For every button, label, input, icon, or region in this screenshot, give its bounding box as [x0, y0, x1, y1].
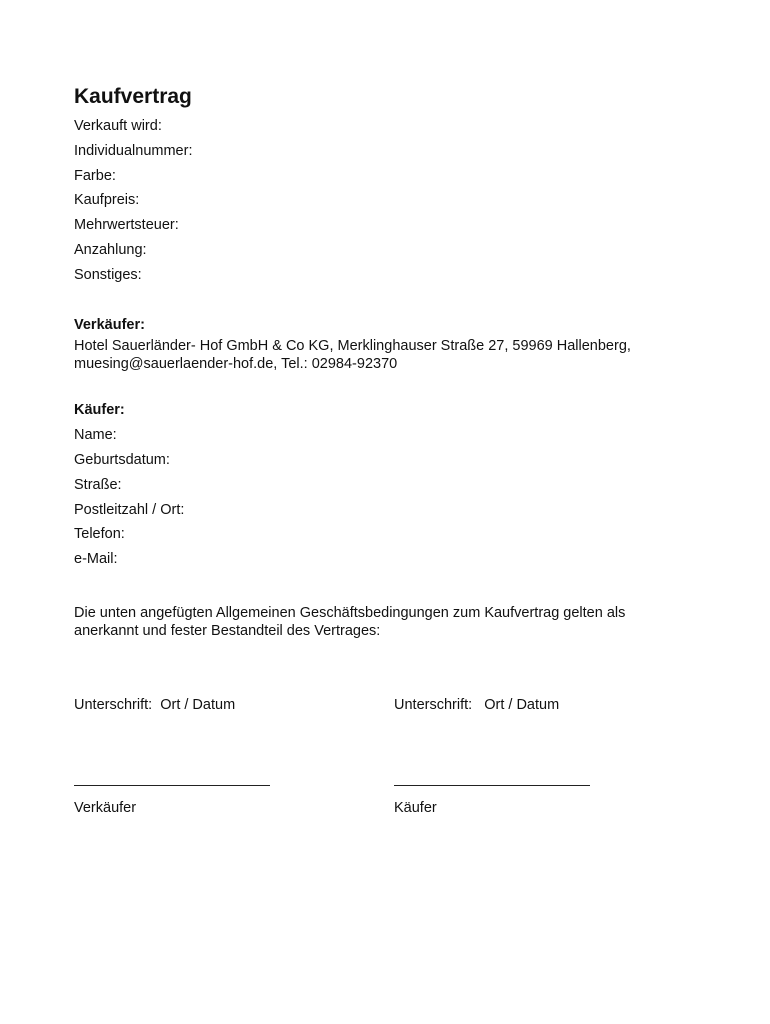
- field-verkauft-wird: Verkauft wird:: [74, 118, 162, 134]
- seller-heading: Verkäufer:: [74, 316, 145, 333]
- document-title: Kaufvertrag: [74, 85, 192, 108]
- seller-signature-line: [74, 784, 270, 786]
- seller-section: [74, 313, 694, 374]
- field-individualnummer: Individualnummer:: [74, 142, 193, 159]
- field-geburtsdatum: Geburtsdatum:: [74, 451, 170, 468]
- seller-signature-area: [74, 772, 394, 792]
- seller-signature-label: Unterschrift: Ort / Datum: [74, 696, 236, 713]
- seller-role: Verkäufer: [74, 799, 137, 816]
- buyer-signature-line: [394, 784, 590, 786]
- spacer: [74, 373, 694, 398]
- contract-page: [74, 84, 694, 818]
- spacer: [74, 640, 694, 695]
- terms-line-2: anerkannt und fester Bestandteil des Vertrages:: [74, 622, 381, 639]
- field-email: e-Mail:: [74, 551, 118, 568]
- spacer: [74, 572, 694, 604]
- buyer-role: Käufer: [394, 799, 437, 816]
- seller-address-line-1: Hotel Sauerländer- Hof GmbH & Co KG, Merklinghauser Straße 27, 59969 Hallenberg,: [74, 338, 631, 355]
- signature-labels-row: [74, 695, 694, 715]
- field-anzahlung: Anzahlung:: [74, 241, 147, 258]
- field-strasse: Straße:: [74, 476, 122, 493]
- spacer: [74, 288, 694, 313]
- field-telefon: Telefon:: [74, 526, 125, 543]
- seller-address-line-2: muesing@sauerlaender-hof.de, Tel.: 02984-92370: [74, 356, 398, 373]
- terms-line-1: Die unten angefügten Allgemeinen Geschäftsbedingungen zum Kaufvertrag gelten als: [74, 604, 626, 621]
- field-postleitzahl-ort: Postleitzahl / Ort:: [74, 501, 185, 518]
- item-fields: [74, 114, 694, 288]
- signature-lines-row: [74, 772, 694, 792]
- buyer-section: [74, 398, 694, 572]
- field-mehrwertsteuer: Mehrwertsteuer:: [74, 217, 179, 234]
- terms-paragraph: [74, 604, 694, 640]
- seller-address: [74, 337, 694, 373]
- field-kaufpreis: Kaufpreis:: [74, 192, 140, 209]
- signature-roles-row: [74, 798, 694, 818]
- spacer: [74, 715, 694, 772]
- buyer-signature-area: [394, 772, 694, 792]
- field-farbe: Farbe:: [74, 167, 116, 184]
- field-name: Name:: [74, 427, 117, 444]
- buyer-heading: Käufer:: [74, 402, 125, 419]
- field-sonstiges: Sonstiges:: [74, 266, 142, 283]
- buyer-signature-label: Unterschrift: Ort / Datum: [394, 696, 560, 713]
